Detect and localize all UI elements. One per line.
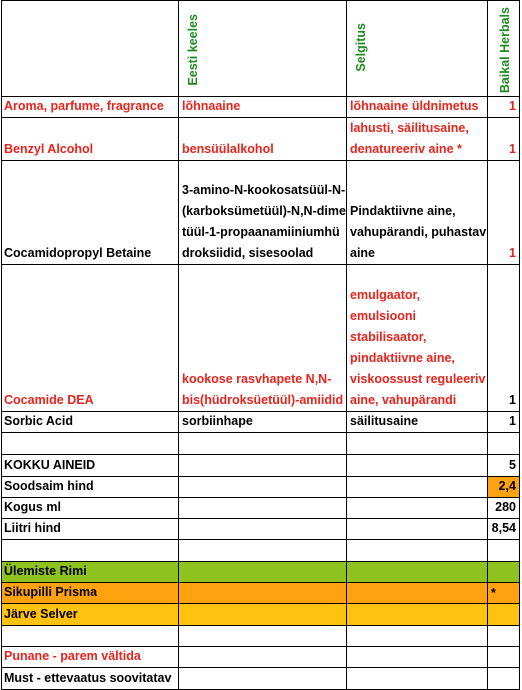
summary-value: 5 [488, 455, 520, 477]
empty-cell [488, 626, 520, 647]
empty-cell [347, 433, 488, 455]
empty-cell [179, 626, 347, 647]
header-estonian-label: Eesti keeles [186, 14, 200, 86]
store-name: Ülemiste Rimi [1, 562, 179, 583]
empty-cell [179, 540, 347, 562]
legend-red: Punane - parem vältida [1, 647, 179, 668]
empty-cell [179, 498, 347, 519]
empty-cell [488, 433, 520, 455]
empty-cell [179, 668, 347, 690]
ingredient-description: säilitusaine [347, 412, 488, 433]
empty-cell [347, 540, 488, 562]
ingredient-description: emulgaator, emulsiooni stabilisaator, pindaktiivne aine, viskoossust reguleeriv aine, vahupärandi [347, 265, 488, 412]
empty-cell [347, 519, 488, 540]
header-cell-empty [1, 0, 179, 97]
empty-cell [179, 433, 347, 455]
empty-cell [179, 519, 347, 540]
empty-cell [488, 668, 520, 690]
ingredient-count: 1 [488, 265, 520, 412]
empty-cell [1, 626, 179, 647]
header-brand-label: Baikal Herbals [498, 6, 512, 93]
ingredient-estonian: lõhnaaine [179, 97, 347, 118]
store-name: Sikupilli Prisma [1, 583, 179, 604]
empty-cell [1, 433, 179, 455]
store-cell [347, 604, 488, 626]
ingredient-name: Benzyl Alcohol [1, 118, 179, 161]
summary-value-best-price: 2,4 [488, 477, 520, 498]
summary-label: Liitri hind [1, 519, 179, 540]
store-cell [347, 562, 488, 583]
header-cell-brand [488, 0, 520, 97]
ingredient-estonian: kookose rasvhapete N,N-bis(hüdroksüetüül)-amiidid [179, 265, 347, 412]
empty-cell [347, 455, 488, 477]
ingredient-description: lahusti, säilitusaine, denatureeriv aine * [347, 118, 488, 161]
empty-cell [488, 647, 520, 668]
summary-label: Kogus ml [1, 498, 179, 519]
ingredient-name: Sorbic Acid [1, 412, 179, 433]
empty-cell [179, 477, 347, 498]
header-description-label: Selgitus [354, 23, 368, 72]
empty-cell [1, 540, 179, 562]
summary-value: 8,54 [488, 519, 520, 540]
store-cell [179, 562, 347, 583]
empty-cell [488, 540, 520, 562]
empty-cell [347, 626, 488, 647]
store-cell [179, 604, 347, 626]
header-cell-description [347, 0, 488, 97]
summary-value: 280 [488, 498, 520, 519]
store-marker [488, 604, 520, 626]
empty-cell [347, 498, 488, 519]
ingredient-estonian: 3-amino-N-kookosatsüül-N-(karboksümetüül)-N,N-dimetüül-1-propaanamiiniumhüdroksiidid, sisesoolad [179, 161, 347, 265]
summary-label: Soodsaim hind [1, 477, 179, 498]
store-name: Järve Selver [1, 604, 179, 626]
empty-cell [179, 647, 347, 668]
empty-cell [179, 455, 347, 477]
ingredient-name: Aroma, parfume, fragrance [1, 97, 179, 118]
empty-cell [347, 668, 488, 690]
ingredient-name: Cocamide DEA [1, 265, 179, 412]
ingredient-count: 1 [488, 161, 520, 265]
ingredient-description: Pindaktiivne aine, vahupärandi, puhastav aine [347, 161, 488, 265]
ingredient-estonian: bensüülalkohol [179, 118, 347, 161]
summary-label: KOKKU AINEID [1, 455, 179, 477]
header-cell-estonian [179, 0, 347, 97]
ingredient-description: lõhnaaine üldnimetus [347, 97, 488, 118]
store-marker: * [488, 583, 520, 604]
empty-cell [347, 477, 488, 498]
ingredient-name: Cocamidopropyl Betaine [1, 161, 179, 265]
empty-cell [347, 647, 488, 668]
ingredient-count: 1 [488, 412, 520, 433]
ingredient-count: 1 [488, 97, 520, 118]
legend-black: Must - ettevaatus soovitatav [1, 668, 179, 690]
store-cell [179, 583, 347, 604]
ingredient-estonian: sorbiinhape [179, 412, 347, 433]
store-marker [488, 562, 520, 583]
store-cell [347, 583, 488, 604]
ingredient-count: 1 [488, 118, 520, 161]
